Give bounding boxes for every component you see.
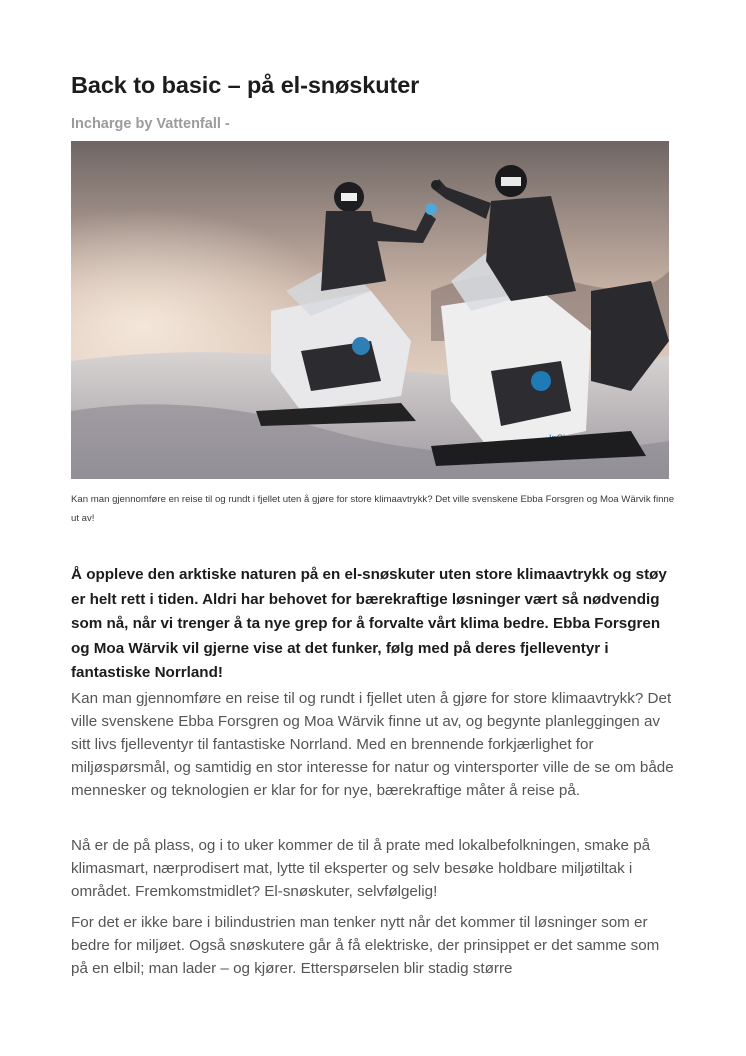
article-photo: [71, 141, 669, 479]
body-paragraph-1: Kan man gjennomføre en reise til og rundt i fjellet uten å gjøre for store klimaavtrykk? Det ville svenskene Ebba Forsgren og Moa Wärvik finne ut av, og begynte planleggingen av sitt livs fjelleventyr til fantastiske Norrland. Med en brennende forkjærlighet for miljøspørsmål, og samtidig en stor interesse for natur og vintersporter ville de se om både mennesker og teknologien er klar for for nye, bærekraftige måter å reise på.: [71, 690, 674, 799]
article-byline: Incharge by Vattenfall -: [71, 116, 230, 132]
lead-paragraph: Å oppleve den arktiske naturen på en el-snøskuter uten store klimaavtrykk og støy er helt rett i tiden. Aldri har behovet for bærekraftige løsninger vært så nødvendig som nå, når vi trenger å ta nye grep for å forvalte vårt klima bedre. Ebba Forsgren og Moa Wärvik vil gjerne vise at det funker, følg med på deres fjelleventyr i fantastiske Norrland!: [71, 566, 667, 681]
article-title: Back to basic – på el-snøskuter: [71, 72, 420, 98]
body-paragraph-3: For det er ikke bare i bilindustrien man tenker nytt når det kommer til løsninger som er bedre for miljøet. Også snøskutere går å få elektriske, der prinsippet er det samme som på en elbil; man lader – og kjører. Etterspørselen blir stadig større: [71, 914, 660, 977]
body-paragraph-2: Nå er de på plass, og i to uker kommer de til å prate med lokalbefolkningen, smake på klimasmart, nærprodisert mat, lytte til eksperter og selv besøke holdbare miljøtiltak i området. Fremkomstmidlet? El-snøskuter, selvfølgelig!: [71, 837, 651, 900]
photo-caption: Kan man gjennomføre en reise til og rundt i fjellet uten å gjøre for store klimaavtrykk? Det ville svenskene Ebba Forsgren og Moa Wärvik finne ut av!: [71, 494, 675, 524]
